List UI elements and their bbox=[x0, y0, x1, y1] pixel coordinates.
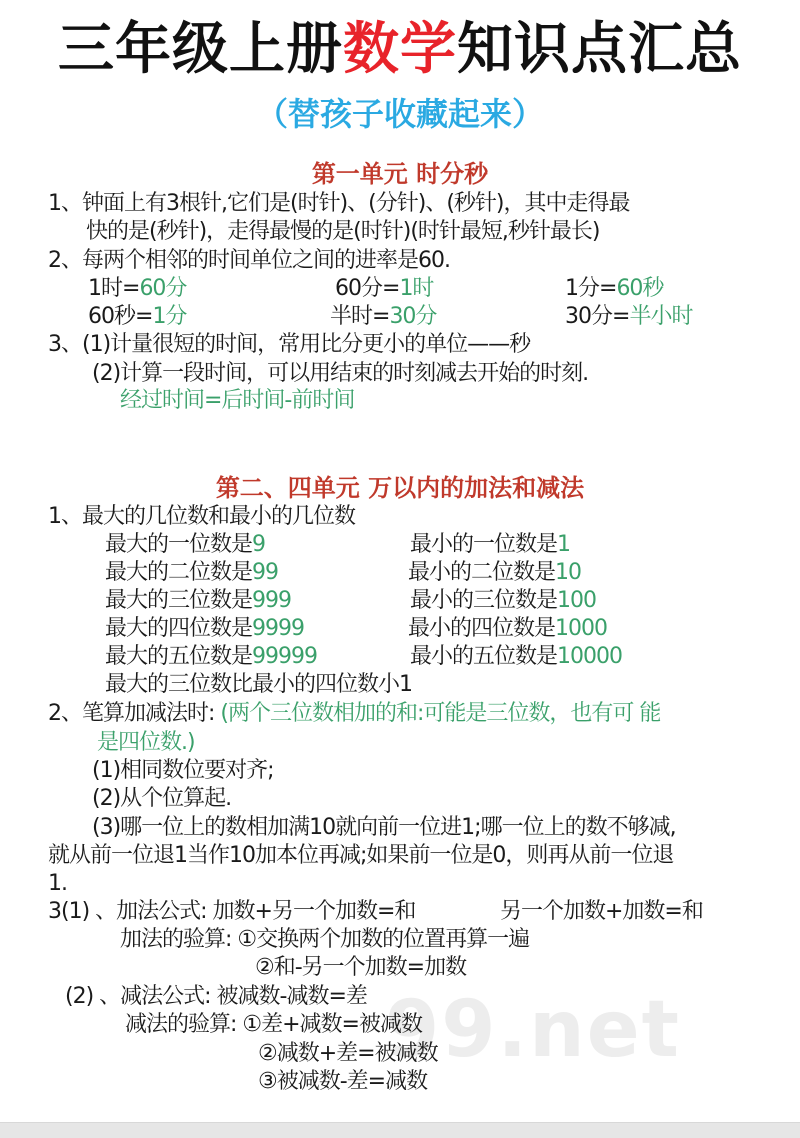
title-part2: 知识点汇总 bbox=[457, 16, 742, 82]
unit1-p3a: 3、(1)计量很短的时间，常用比分更小的单位——秒 bbox=[48, 332, 531, 357]
unit1-p3b: (2)计算一段时间，可以用结束的时刻减去开始的时刻. bbox=[92, 361, 589, 386]
conversion: 60分=1时 bbox=[335, 276, 434, 301]
unit2-rule3a: (3)哪一位上的数相加满10就向前一位进1;哪一位上的数不够减, bbox=[92, 815, 676, 840]
unit2-rule2: (2)从个位算起. bbox=[92, 786, 232, 811]
addition-check-2: ②和-另一个加数=加数 bbox=[255, 955, 467, 980]
watermark: 99.net bbox=[385, 985, 681, 1075]
unit1-heading: 第一单元 时分秒 bbox=[311, 160, 489, 188]
unit2-p2b: 是四位数.) bbox=[97, 730, 195, 755]
unit1-p3c: 经过时间=后时间-前时间 bbox=[120, 388, 355, 413]
unit1-p1a: 1、钟面上有3根针,它们是(时针)、(分针)、(秒针)，其中走得最 bbox=[48, 191, 630, 216]
max-item: 最大的四位数是9999 bbox=[105, 616, 305, 641]
conversion: 1分=60秒 bbox=[565, 276, 664, 301]
max-item: 最大的一位数是9 bbox=[105, 532, 266, 557]
unit2-p2a: 2、笔算加减法时: (两个三位数相加的和:可能是三位数，也有可 能 bbox=[48, 701, 661, 726]
subtraction-check-2: ②减数+差=被减数 bbox=[258, 1041, 438, 1066]
unit2-rule1: (1)相同数位要对齐; bbox=[92, 758, 274, 783]
conversion: 半时=30分 bbox=[330, 304, 437, 329]
max-item: 最大的二位数是99 bbox=[105, 560, 279, 585]
subtraction-check-3: ③被减数-差=减数 bbox=[258, 1069, 428, 1094]
subtraction-formula: (2) 、减法公式: 被减数-减数=差 bbox=[65, 984, 367, 1009]
unit2-p1: 1、最大的几位数和最小的几位数 bbox=[48, 504, 355, 529]
max-item: 最大的三位数是999 bbox=[105, 588, 292, 613]
min-item: 最小的四位数是1000 bbox=[408, 616, 608, 641]
conversion: 30分=半小时 bbox=[565, 304, 693, 329]
title-part1: 三年级上册 bbox=[58, 16, 343, 82]
subtraction-check-1: 减法的验算: ①差+减数=被减数 bbox=[125, 1012, 422, 1037]
unit1-p1b: 快的是(秒针)，走得最慢的是(时针)(时针最短,秒针最长) bbox=[86, 219, 600, 244]
addition-check-1: 加法的验算: ①交换两个加数的位置再算一遍 bbox=[120, 927, 530, 952]
addition-formula-alt: 另一个加数+加数=和 bbox=[500, 899, 703, 924]
conversion: 60秒=1分 bbox=[88, 304, 187, 329]
unit2-rule3c: 1. bbox=[48, 871, 67, 896]
unit2-rule3b: 就从前一位退1当作10加本位再减;如果前一位是0，则再从前一位退 bbox=[48, 843, 674, 868]
min-item: 最小的三位数是100 bbox=[410, 588, 597, 613]
conversion: 1时=60分 bbox=[88, 276, 187, 301]
max-item: 最大的五位数是99999 bbox=[105, 644, 318, 669]
bottom-bar bbox=[0, 1122, 800, 1138]
title-highlight: 数学 bbox=[343, 16, 457, 82]
min-item: 最小的二位数是10 bbox=[408, 560, 582, 585]
addition-formula: 3(1) 、加法公式: 加数+另一个加数=和 bbox=[48, 899, 416, 924]
unit2-p1note: 最大的三位数比最小的四位数小1 bbox=[105, 672, 412, 697]
unit2-heading: 第二、四单元 万以内的加法和减法 bbox=[215, 474, 585, 502]
unit1-p2: 2、每两个相邻的时间单位之间的进率是60. bbox=[48, 248, 450, 273]
page-title bbox=[0, 14, 800, 84]
subtitle: （替孩子收藏起来） bbox=[255, 95, 544, 133]
min-item: 最小的五位数是10000 bbox=[410, 644, 623, 669]
min-item: 最小的一位数是1 bbox=[410, 532, 571, 557]
